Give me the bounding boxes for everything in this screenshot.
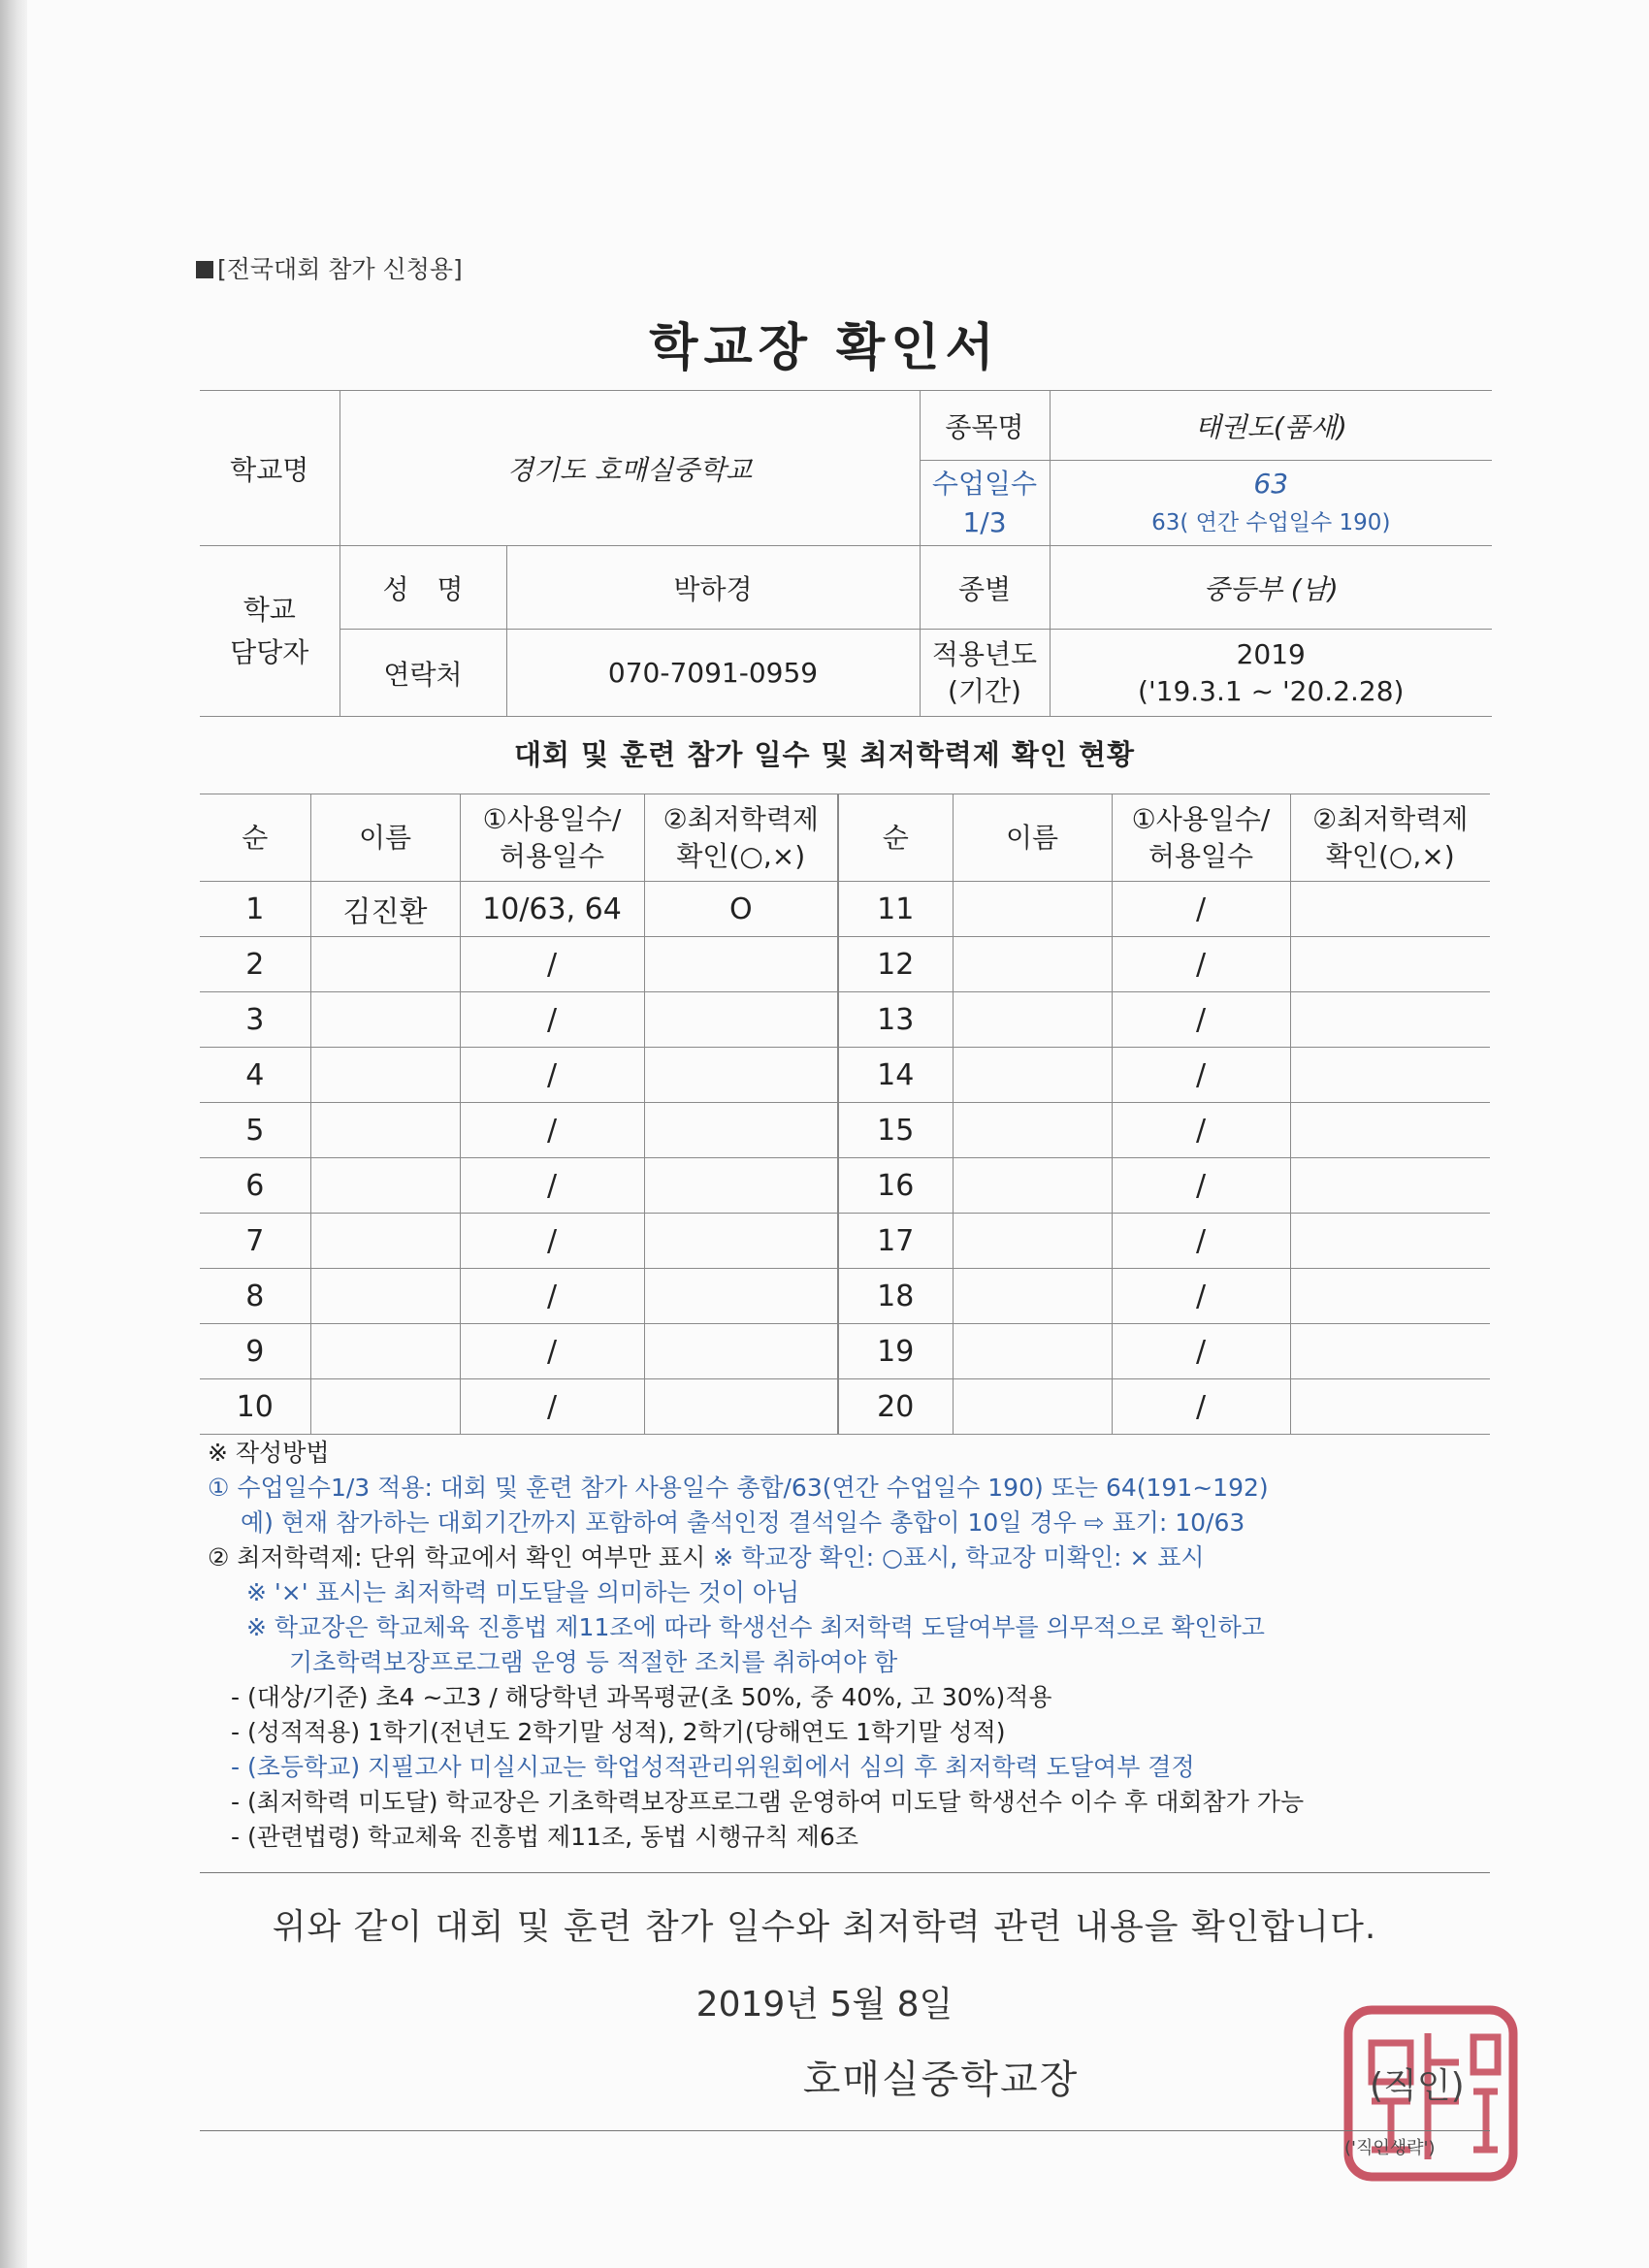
row-no-2: 14 [838, 1048, 953, 1103]
row-days: / [460, 1048, 644, 1103]
row-name [310, 1379, 460, 1435]
row-no-2: 19 [838, 1324, 953, 1379]
row-days-2: / [1112, 882, 1290, 937]
row-no-2: 17 [838, 1214, 953, 1269]
table-row [200, 1379, 1490, 1435]
divider-top [200, 1872, 1490, 1873]
row-name-2 [953, 1379, 1112, 1435]
header-no-2: 순 [838, 794, 953, 882]
note-detail-2: - (성적적용) 1학기(전년도 2학기말 성적), 2학기(당해연도 1학기말 성적) [231, 1718, 1006, 1746]
row-check-2 [1290, 1269, 1490, 1324]
year-value: 2019 ('19.3.1 ~ '20.2.28) [1050, 630, 1492, 717]
section-title: 대회 및 훈련 참가 일수 및 최저학력제 확인 현황 [513, 738, 1136, 771]
row-no: 6 [200, 1158, 310, 1214]
class-days-value: 63 63( 연간 수업일수 190) [1050, 461, 1492, 546]
row-days: / [460, 1103, 644, 1158]
class-days-label: 수업일수 1/3 [920, 461, 1050, 546]
row-no-2: 12 [838, 937, 953, 992]
row-check-2 [1290, 1214, 1490, 1269]
row-check [644, 1048, 838, 1103]
row-name-2 [953, 1103, 1112, 1158]
row-check-2 [1290, 937, 1490, 992]
row-no-2: 15 [838, 1103, 953, 1158]
row-days: / [460, 1324, 644, 1379]
header-name-2: 이름 [953, 794, 1112, 882]
row-check [644, 1269, 838, 1324]
contact-person-label: 학교 담당자 [200, 546, 340, 717]
phone-value: 070-7091-0959 [506, 630, 920, 717]
row-name-2 [953, 1269, 1112, 1324]
row-days-2: / [1112, 1379, 1290, 1435]
row-days: / [460, 1379, 644, 1435]
header-name: 이름 [310, 794, 460, 882]
note-detail-1: - (대상/기준) 초4 ~고3 / 해당학년 과목평균(초 50%, 중 40%, 고 30%)적용 [231, 1683, 1052, 1711]
row-days: / [460, 992, 644, 1048]
document-type-label: [전국대회 참가 신청용] [196, 250, 463, 285]
row-no: 5 [200, 1103, 310, 1158]
table-row [200, 1048, 1490, 1103]
row-check [644, 1214, 838, 1269]
row-check: O [644, 882, 838, 937]
row-name-2 [953, 1214, 1112, 1269]
table-row [200, 1324, 1490, 1379]
row-no: 4 [200, 1048, 310, 1103]
row-days-2: / [1112, 1324, 1290, 1379]
row-check [644, 992, 838, 1048]
note-detail-4: - (최저학력 미도달) 학교장은 기초학력보장프로그램 운영하여 미도달 학생선수 이수 후 대회참가 가능 [231, 1788, 1305, 1816]
row-name [310, 1269, 460, 1324]
row-days: / [460, 1214, 644, 1269]
row-no-2: 11 [838, 882, 953, 937]
header-days: ①사용일수/ 허용일수 [460, 794, 644, 882]
note-detail-5: - (관련법령) 학교체육 진흥법 제11조, 동법 시행규칙 제6조 [231, 1823, 858, 1851]
row-no-2: 18 [838, 1269, 953, 1324]
table-row [200, 1269, 1490, 1324]
row-no: 2 [200, 937, 310, 992]
row-no-2: 16 [838, 1158, 953, 1214]
header-check-2: ②최저학력제 확인(○,×) [1290, 794, 1490, 882]
row-name [310, 992, 460, 1048]
row-name-2 [953, 1158, 1112, 1214]
row-check-2 [1290, 1324, 1490, 1379]
school-info-table [200, 390, 1492, 717]
table-row [200, 882, 1490, 937]
divider-bottom [200, 2130, 1490, 2131]
row-days-2: / [1112, 937, 1290, 992]
row-check [644, 937, 838, 992]
sport-label: 종목명 [920, 391, 1050, 461]
header-days-2: ①사용일수/ 허용일수 [1112, 794, 1290, 882]
document-title: 학교장 확인서 [649, 319, 1000, 377]
row-name [310, 1103, 460, 1158]
row-days: / [460, 1269, 644, 1324]
row-no: 10 [200, 1379, 310, 1435]
row-check-2 [1290, 882, 1490, 937]
square-bullet-icon [196, 261, 213, 278]
row-no-2: 20 [838, 1379, 953, 1435]
table-row [200, 937, 1490, 992]
row-no-2: 13 [838, 992, 953, 1048]
row-no: 9 [200, 1324, 310, 1379]
note-1a: ① 수업일수1/3 적용: 대회 및 훈련 참가 사용일수 총합/63(연간 수업일수 190) 또는 64(191~192) [208, 1474, 1269, 1502]
row-days-2: / [1112, 1158, 1290, 1214]
row-check [644, 1103, 838, 1158]
row-check-2 [1290, 992, 1490, 1048]
row-check [644, 1158, 838, 1214]
row-name-2 [953, 937, 1112, 992]
school-name-value: 경기도 호매실중학교 [340, 391, 920, 546]
list-header-row [200, 794, 1490, 882]
gender-value: 중등부 (남) [1050, 546, 1492, 630]
note-detail-3: - (초등학교) 지필고사 미실시교는 학업성적관리위원회에서 심의 후 최저학력 도달여부 결정 [231, 1753, 1195, 1781]
note-3: ※ '×' 표시는 최저학력 미도달을 의미하는 것이 아님 [246, 1578, 800, 1606]
header-no: 순 [200, 794, 310, 882]
table-row [200, 992, 1490, 1048]
row-name-2 [953, 882, 1112, 937]
row-name-2 [953, 1048, 1112, 1103]
row-days: / [460, 1158, 644, 1214]
school-name-label: 학교명 [200, 391, 340, 546]
athlete-list-table [200, 794, 1490, 1435]
note-1b: 예) 현재 참가하는 대회기간까지 포함하여 출석인정 결석일수 총합이 10일 경우 ⇨ 표기: 10/63 [241, 1508, 1245, 1537]
header-check: ②최저학력제 확인(○,×) [644, 794, 838, 882]
row-name [310, 937, 460, 992]
row-name [310, 1214, 460, 1269]
note-4b: 기초학력보장프로그램 운영 등 적절한 조치를 취하여야 함 [289, 1648, 898, 1676]
sport-value: 태권도(품새) [1050, 391, 1492, 461]
row-days-2: / [1112, 1269, 1290, 1324]
note-4a: ※ 학교장은 학교체육 진흥법 제11조에 따라 학생선수 최저학력 도달여부를 의무적으로 확인하고 [246, 1613, 1265, 1641]
year-label: 적용년도 (기간) [920, 630, 1050, 717]
row-days-2: / [1112, 1214, 1290, 1269]
table-row [200, 1158, 1490, 1214]
row-check [644, 1324, 838, 1379]
row-days-2: / [1112, 992, 1290, 1048]
row-no: 8 [200, 1269, 310, 1324]
row-days-2: / [1112, 1103, 1290, 1158]
row-name [310, 1158, 460, 1214]
row-check-2 [1290, 1379, 1490, 1435]
table-row [200, 1103, 1490, 1158]
row-no: 7 [200, 1214, 310, 1269]
instructions [208, 1436, 1304, 1855]
row-no: 3 [200, 992, 310, 1048]
name-value: 박하경 [506, 546, 920, 630]
seal-note: ('직인생략') [1344, 2138, 1436, 2158]
row-name-2 [953, 992, 1112, 1048]
row-name [310, 1048, 460, 1103]
row-days: 10/63, 64 [460, 882, 644, 937]
note-2: ② 최저학력제: 단위 학교에서 확인 여부만 표시 ※ 학교장 확인: ○표시, 학교장 미확인: × 표시 [208, 1543, 1205, 1571]
name-label: 성 명 [340, 546, 506, 630]
table-row [200, 1214, 1490, 1269]
phone-label: 연락처 [340, 630, 506, 717]
row-no: 1 [200, 882, 310, 937]
row-name [310, 1324, 460, 1379]
issue-date: 2019년 5월 8일 [695, 1985, 954, 2025]
row-name-2 [953, 1324, 1112, 1379]
row-check-2 [1290, 1048, 1490, 1103]
row-days: / [460, 937, 644, 992]
gender-label: 종별 [920, 546, 1050, 630]
row-name: 김진환 [310, 882, 460, 937]
row-check [644, 1379, 838, 1435]
row-check-2 [1290, 1103, 1490, 1158]
seal-label: (직인) [1370, 2066, 1465, 2106]
confirmation-text: 위와 같이 대회 및 훈련 참가 일수와 최저학력 관련 내용을 확인합니다. [272, 1907, 1377, 1947]
row-days-2: / [1112, 1048, 1290, 1103]
principal-signature: 호매실중학교장 [802, 2057, 1080, 2102]
notes-heading: ※ 작성방법 [208, 1439, 330, 1467]
row-check-2 [1290, 1158, 1490, 1214]
